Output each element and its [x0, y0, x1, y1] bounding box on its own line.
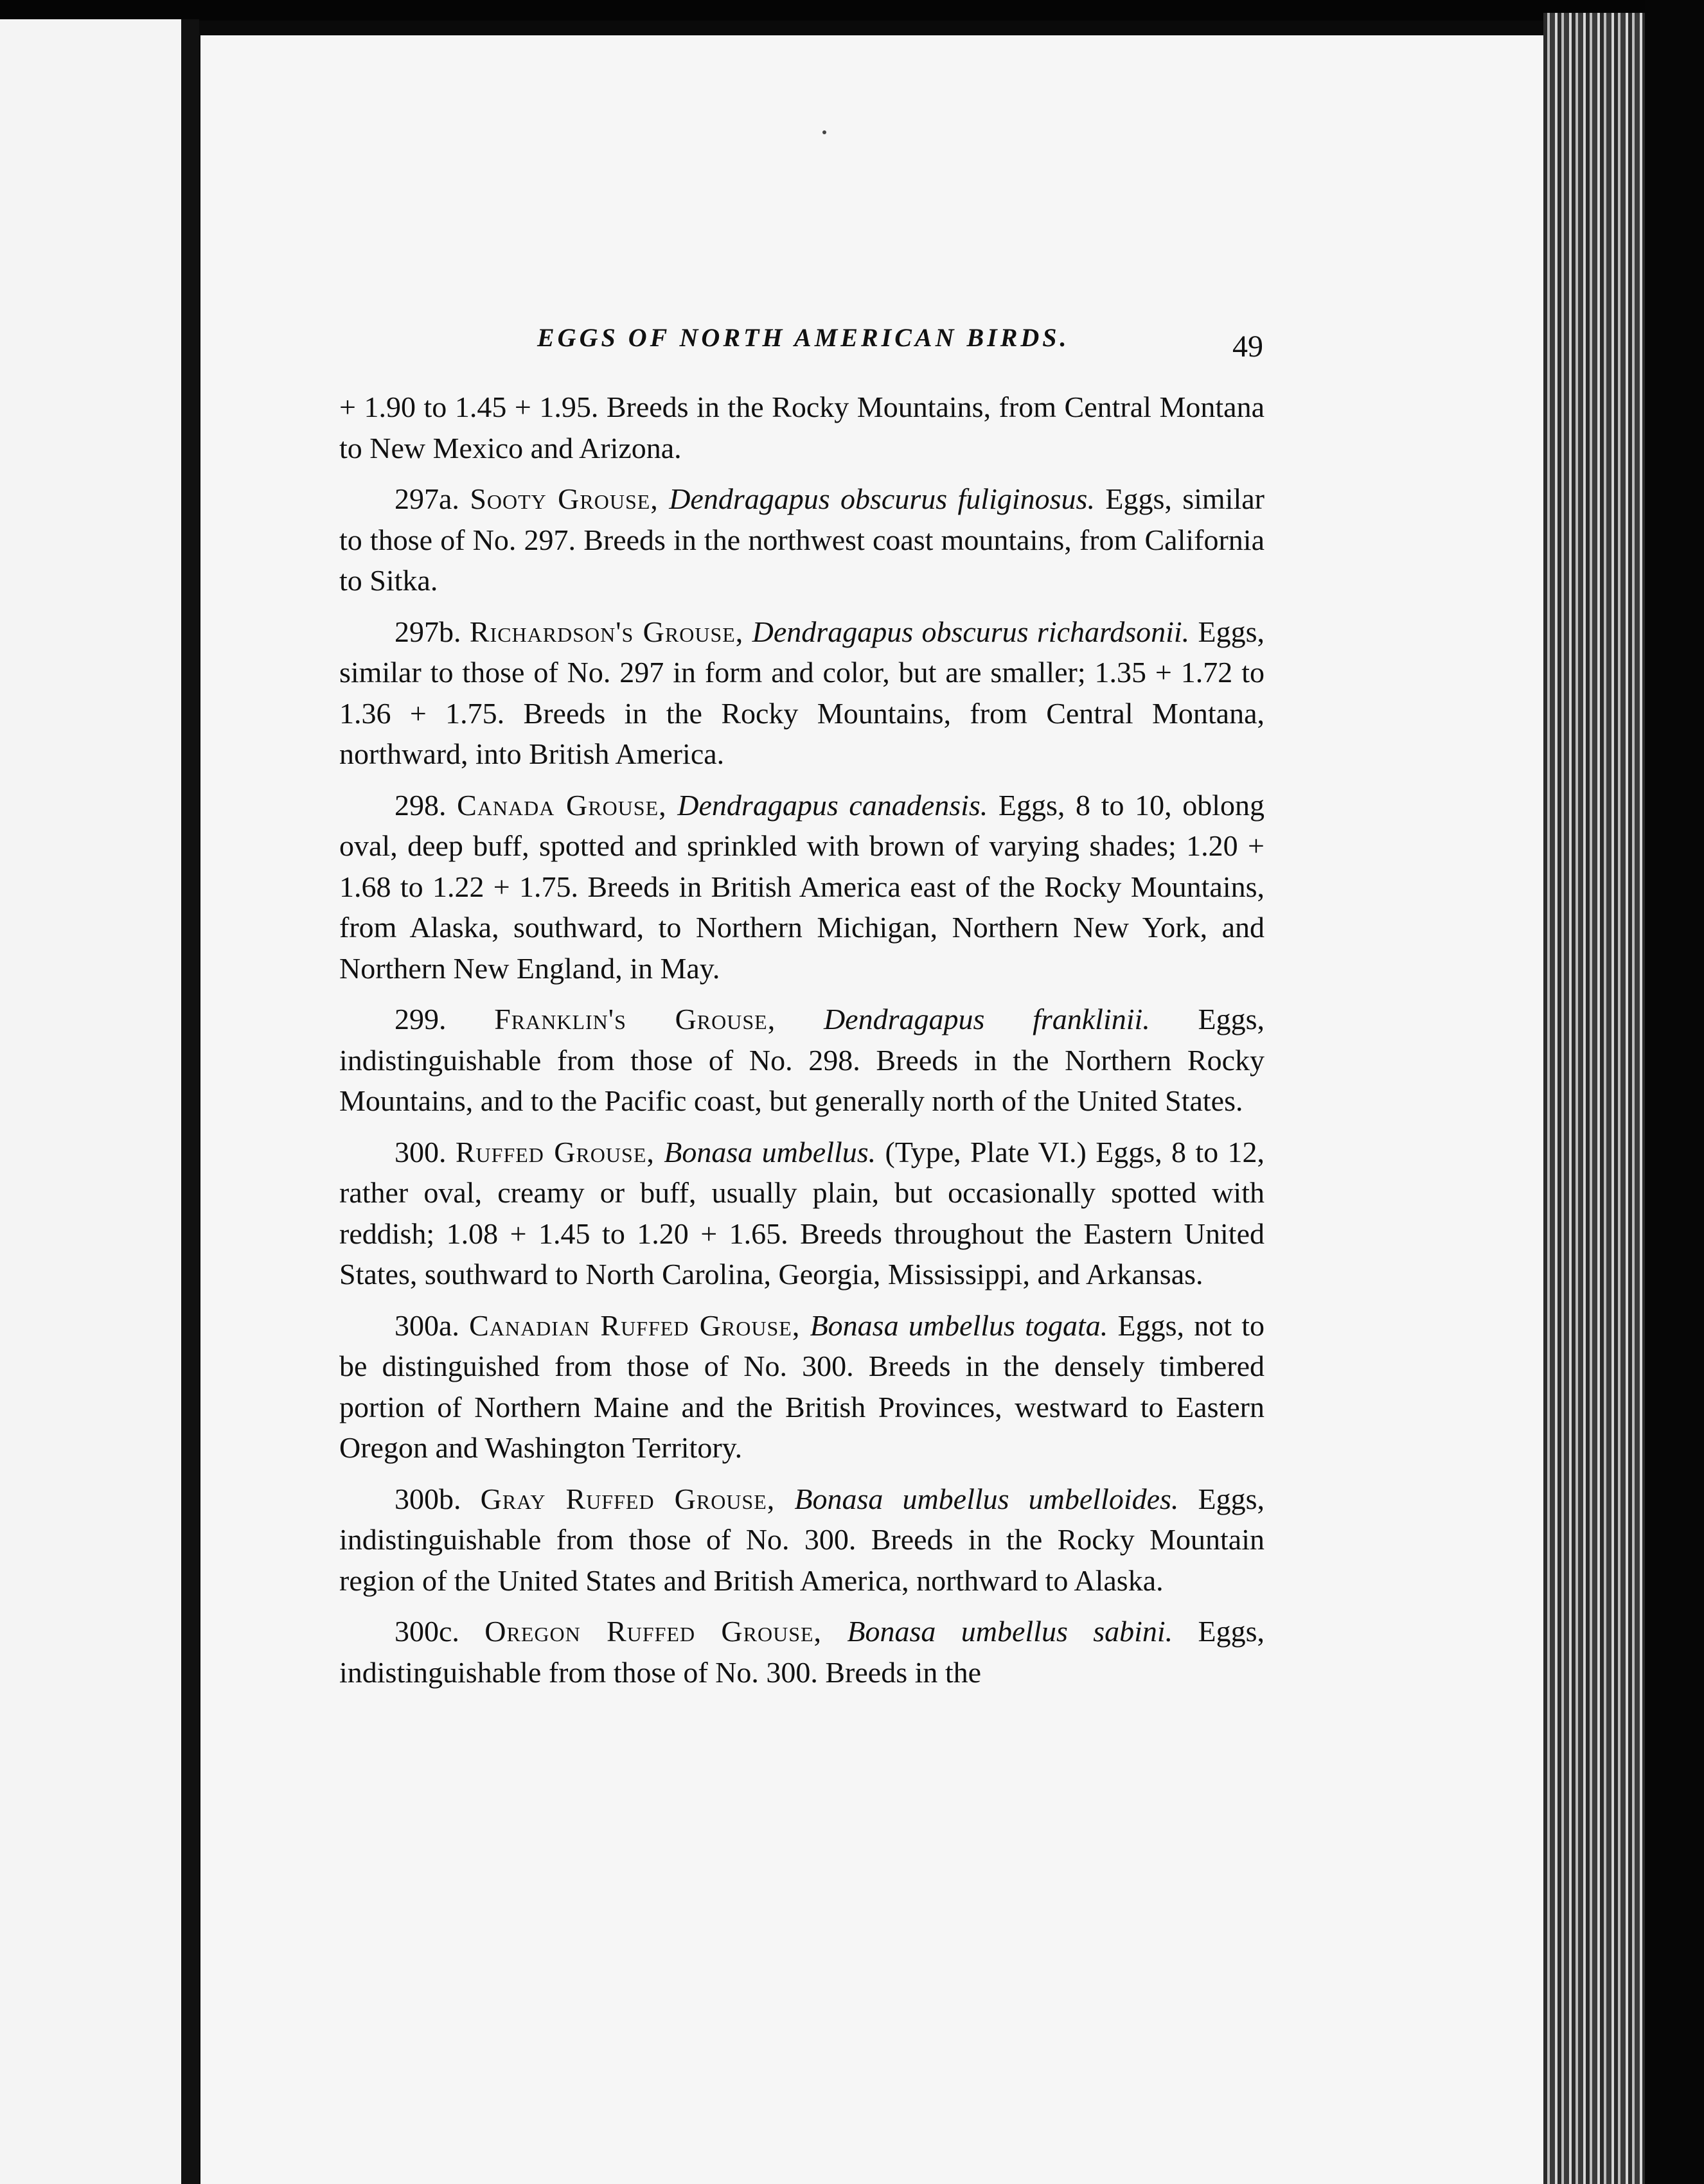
- book-gutter: [181, 19, 199, 2184]
- common-name: Sooty Grouse,: [470, 482, 659, 515]
- scientific-name: Dendragapus obscurus fuliginosus.: [669, 482, 1095, 515]
- entry-text: Eggs, indistinguishable from those of No. 300. Breeds in the: [339, 1615, 1265, 1689]
- scientific-name: Bonasa umbellus umbelloides.: [794, 1482, 1179, 1515]
- entry-300a: [339, 1305, 1265, 1468]
- page-speck: [822, 130, 826, 134]
- entry-number: 299.: [395, 1003, 447, 1035]
- common-name: Gray Ruffed Grouse,: [480, 1482, 776, 1515]
- entry-number: 300b.: [395, 1482, 461, 1515]
- entry-text: Eggs, indistinguishable from those of No. 300. Breeds in the Rocky Mountain region of the United States and British America, northward to Alaska.: [339, 1482, 1265, 1597]
- scientific-name: Bonasa umbellus sabini.: [847, 1615, 1173, 1648]
- entry-number: 300.: [395, 1135, 447, 1168]
- scientific-name: Bonasa umbellus togata.: [810, 1308, 1108, 1342]
- entry-297a: [339, 479, 1265, 601]
- entry-number: 297b.: [395, 615, 461, 648]
- scientific-name: Dendragapus canadensis.: [677, 788, 988, 822]
- entry-text: Eggs, 8 to 10, oblong oval, deep buff, spotted and sprinkled with brown of varying shades; 1.20 + 1.68 to 1.22 + 1.75. Breeds in British America east of the Rocky Mountains, from Alaska, southward, to Northern Michigan, Northern New York, and Northern New England, in May.: [339, 788, 1265, 985]
- common-name: Oregon Ruffed Grouse,: [484, 1615, 822, 1648]
- entry-number: 297a.: [395, 482, 459, 515]
- page-body: [339, 387, 1265, 1703]
- entry-300b: [339, 1479, 1265, 1601]
- scientific-name: Bonasa umbellus.: [664, 1135, 876, 1168]
- entry-text: + 1.90 to 1.45 + 1.95. Breeds in the Rocky Mountains, from Central Montana to New Mexico and Arizona.: [339, 391, 1265, 464]
- common-name: Ruffed Grouse,: [455, 1135, 655, 1168]
- entry-number: 300c.: [395, 1615, 459, 1648]
- running-header: EGGS OF NORTH AMERICAN BIRDS.: [537, 323, 1070, 352]
- common-name: Canada Grouse,: [457, 788, 667, 822]
- entry-number: 298.: [395, 788, 447, 822]
- entry-text: Eggs, similar to those of No. 297. Breeds in the northwest coast mountains, from California to Sitka.: [339, 482, 1265, 597]
- entry-text: (Type, Plate VI.) Eggs, 8 to 12, rather oval, creamy or buff, usually plain, but occasionally spotted with reddish; 1.08 + 1.45 to 1.20 + 1.65. Breeds throughout the Eastern United States, southward to North Carolina, Georgia, Mississippi, and Arkansas.: [339, 1135, 1265, 1290]
- facing-page-edge: [0, 19, 181, 2184]
- common-name: Canadian Ruffed Grouse,: [469, 1308, 801, 1342]
- entry-text: Eggs, similar to those of No. 297 in form and color, but are smaller; 1.35 + 1.72 to 1.36 + 1.75. Breeds in the Rocky Mountains, from Central Montana, northward, into British America.: [339, 615, 1265, 770]
- page-number: 49: [1232, 330, 1263, 364]
- entry-300: [339, 1132, 1265, 1295]
- entry-300c: [339, 1611, 1265, 1693]
- common-name: Franklin's Grouse,: [494, 1003, 776, 1035]
- scientific-name: Dendragapus obscurus richardsonii.: [752, 615, 1190, 648]
- entry-text: Eggs, not to be distinguished from those of No. 300. Breeds in the densely timbered portion of Northern Maine and the British Provinces, westward to Eastern Oregon and Washington Territory.: [339, 1308, 1265, 1464]
- entry-299: [339, 999, 1265, 1122]
- scientific-name: Dendragapus franklinii.: [823, 1003, 1150, 1035]
- entry-298: [339, 785, 1265, 989]
- right-shadow: [1645, 0, 1704, 2184]
- entry-297b: [339, 612, 1265, 775]
- entry-text: Eggs, indistinguishable from those of No. 298. Breeds in the Northern Rocky Mountains, and to the Pacific coast, but generally north of the United States.: [339, 1003, 1265, 1117]
- common-name: Richardson's Grouse,: [469, 615, 744, 648]
- entry-number: 300a.: [395, 1308, 459, 1342]
- top-shadow: [0, 0, 1704, 21]
- entry-continuation: [339, 387, 1265, 468]
